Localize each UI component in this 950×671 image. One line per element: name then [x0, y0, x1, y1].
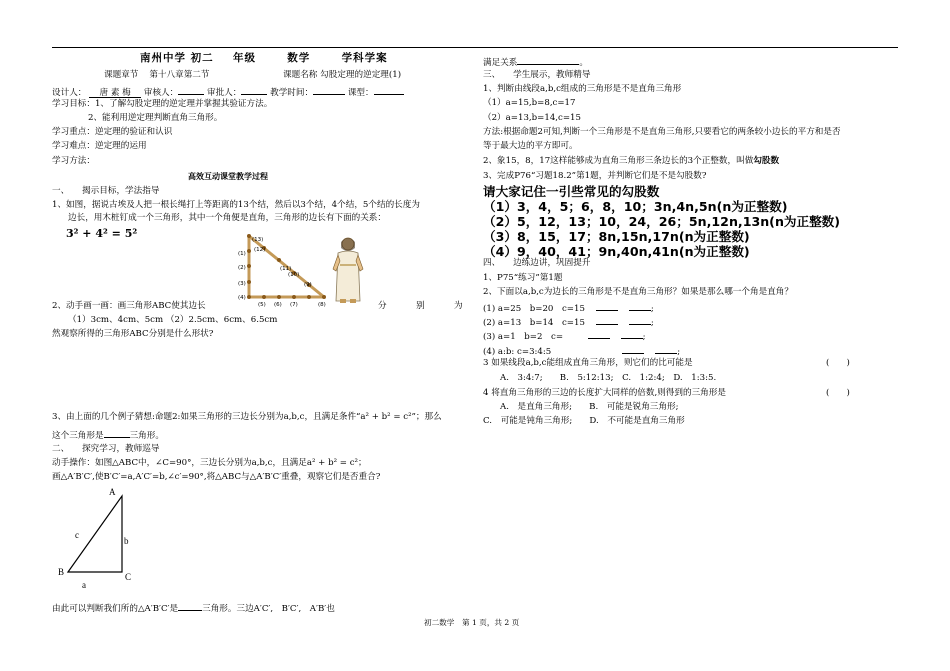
exercise-4-options-ab: A. 是直角三角形; B. 可能是锐角三角形; — [500, 402, 679, 412]
para-5: 画△A′B′C′,使B′C′=a,A′C′=b,∠c′=90°,将△ABC与△A′B′C′重叠，观察它们是否重合? — [52, 472, 381, 482]
question-1b: （2）a=13,b=14,c=15 — [483, 113, 581, 123]
side-a: a — [82, 580, 86, 590]
rope-label: (10) — [288, 272, 300, 278]
chapter-value: 第十八章第二节 — [149, 70, 210, 80]
page-footer: 初二数学 第 1 页，共 2 页 — [424, 618, 520, 627]
title-grade: 年级 — [232, 52, 256, 64]
section-2: 二、 探究学习，教师巡导 — [52, 444, 160, 454]
approver-blank — [241, 85, 267, 95]
rope-label: (8) — [318, 302, 326, 308]
method: 学习方法： — [52, 156, 95, 166]
para-4: 动手操作：如图△ABC中，∠C=90°，三边长分别为a,b,c，且满足a² + b² = c²； — [52, 458, 367, 468]
answer-blank[interactable] — [596, 315, 618, 325]
question-1: 1、判断由线段a,b,c组成的三角形是不是直角三角形 — [483, 84, 682, 94]
egyptian-figure-image — [330, 235, 366, 305]
para-2-bie: 别 — [416, 301, 425, 311]
reviewer-label: 审核人： — [143, 88, 179, 98]
topic-label: 课题名称 — [283, 70, 318, 80]
para-6: 由此可以判断我们所的△A′B′C′是 三角形。三边A′C′, B′C′, A′B′也 — [52, 601, 335, 615]
chapter-line — [104, 70, 210, 81]
para-2b: （1）3cm、4cm、5cm （2）2.5cm、6cm、6.5cm — [68, 315, 278, 325]
highlight-heading: 请大家记住一引些常见的勾股数 — [483, 184, 660, 199]
pythagorean-triple-4: （4）9，40，41；9n,40n,41n(n为正整数) — [483, 244, 750, 259]
key-point: 学习重点：逆定理的验证和认识 — [52, 127, 173, 137]
difficulty: 学习难点：逆定理的运用 — [52, 141, 147, 151]
answer-blank[interactable] — [655, 344, 677, 354]
title-subject: 数学 — [287, 52, 311, 64]
rope-triangle-figure — [232, 228, 336, 308]
exercise-4-paren[interactable]: ( ) — [826, 388, 850, 398]
exercise-4-options-cd: C. 可能是钝角三角形; D. 不可能是直角三角形 — [483, 416, 685, 426]
goal-2: 2、能利用逆定理判断直角三角形。 — [88, 113, 223, 123]
rope-label: (13) — [252, 237, 264, 243]
answer-blank[interactable] — [178, 601, 202, 611]
type-label: 课型： — [347, 88, 374, 98]
designer-label: 设计人： — [52, 88, 87, 98]
method-1: 方法:根据命题2可知,判断一个三角形是不是直角三角形,只要看它的两条较小边长的平方和是否 — [483, 127, 841, 137]
process-title: 高效互动课堂教学过程 — [188, 171, 268, 181]
staff-line — [52, 85, 404, 99]
answer-blank[interactable] — [622, 344, 644, 354]
exercise-2: 2、下面以a,b,c为边长的三角形是不是直角三角形？如果是那么哪一个角是直角？ — [483, 287, 793, 297]
answer-blank[interactable] — [621, 329, 643, 339]
rope-label: (9) — [304, 282, 312, 288]
question-1a: （1）a=15,b=8,c=17 — [483, 98, 576, 108]
title-school: 南州中学 初二 — [140, 52, 214, 64]
vertex-b: B — [58, 567, 65, 577]
reviewer-blank — [178, 85, 204, 95]
exercise-3-paren[interactable]: ( ) — [826, 358, 850, 368]
chapter-label: 课题章节 — [104, 70, 139, 80]
type-blank — [374, 85, 404, 95]
para-1a: 1、如图，据说古埃及人把一根长绳打上等距离的13个结，然后以3个结，4个结，5个结的长度为 — [52, 200, 420, 210]
doc-title — [140, 53, 388, 64]
section-3: 三、 学生展示，教师精导 — [483, 70, 591, 80]
triangle-abc-figure — [56, 484, 140, 592]
answer-blank[interactable] — [104, 428, 130, 438]
vertex-a: A — [109, 487, 116, 497]
exercise-3: 3 如果线段a,b,c能组成直角三角形，则它们的比可能是 — [483, 358, 693, 368]
exercise-4: 4 将直角三角形的三边的长度扩大同样的倍数,则得到的三角形是 — [483, 388, 726, 398]
question-2: 2、象15，8，17这样能够成为直角三角形三条边长的3个正整数，叫做勾股数 — [483, 156, 780, 166]
exercise-2b: (2) a=13 b=14 c=15 ; — [483, 315, 654, 329]
rope-label: (3) — [238, 281, 246, 287]
para-1b: 边长，用木桩钉成一个三角形，其中一个角便是直角，三角形的边长有下面的关系： — [68, 213, 386, 223]
approver-label: 审批人： — [206, 88, 242, 98]
answer-blank[interactable] — [596, 301, 618, 311]
exercise-2a: (1) a=25 b=20 c=15 ; — [483, 301, 654, 315]
right-line-1: 满足关系 。 — [483, 55, 588, 69]
top-rule — [52, 47, 898, 48]
pythagorean-triple-3: （3）8，15，17；8n,15n,17n(n为正整数) — [483, 229, 750, 244]
para-2-fen: 分 — [378, 301, 387, 311]
side-b: b — [124, 536, 129, 546]
para-2-wei: 为 — [454, 301, 463, 311]
time-blank — [313, 85, 345, 95]
rope-label: (6) — [274, 302, 282, 308]
question-3: 3、完成P76“习题18.2”第1题，并判断它们是不是勾股数? — [483, 171, 707, 181]
rope-label: (7) — [290, 302, 298, 308]
para-3a: 3、由上面的几个例子猜想:命题2:如果三角形的三边长分别为a,b,c，且满足条件“a² + b² = c²”；那么 — [52, 412, 442, 422]
method-2: 等于最大边的平方即可。 — [483, 141, 578, 151]
exercise-1: 1、P75“练习”第1题 — [483, 273, 563, 283]
formula: 3² + 4² = 5² — [66, 227, 138, 240]
section-4: 四、 边练边讲，巩固提升 — [483, 258, 591, 268]
answer-blank[interactable] — [517, 55, 579, 65]
exercise-3-options: A. 3:4:7; B. 5:12:13; C. 1:2:4; D. 1:3:5. — [500, 373, 717, 383]
section-1: 一、 揭示目标，学法指导 — [52, 186, 160, 196]
answer-blank[interactable] — [629, 301, 651, 311]
goal-1: 学习目标：1、了解勾股定理的逆定理并掌握其验证方法。 — [52, 99, 273, 109]
para-2c: 然观察所得的三角形ABC分别是什么形状? — [52, 329, 214, 339]
answer-blank[interactable] — [629, 315, 651, 325]
exercise-2d: (4) a:b: c=3:4:5 ; — [483, 344, 680, 358]
rope-label: (5) — [258, 302, 266, 308]
para-2a: 2、动手画一画：画三角形ABC使其边长 — [52, 301, 206, 311]
topic-line — [283, 70, 401, 81]
time-label: 教学时间： — [270, 88, 314, 98]
rope-label: (2) — [238, 265, 246, 271]
exercise-2c: (3) a=1 b=2 c= ; — [483, 329, 646, 343]
para-3b: 这个三角形是 三角形。 — [52, 428, 164, 442]
vertex-c: C — [125, 572, 132, 582]
rope-label: (12) — [254, 247, 266, 253]
designer-value: 唐 素 梅 — [89, 88, 141, 98]
title-kind: 学科学案 — [341, 52, 388, 64]
topic-value: 勾股定理的逆定理(1) — [320, 70, 402, 80]
answer-blank[interactable] — [588, 329, 610, 339]
pythagorean-triple-2: （2）5，12，13；10，24，26；5n,12n,13n(n为正整数) — [483, 214, 841, 229]
side-c: c — [75, 530, 79, 540]
rope-label: (11) — [280, 266, 292, 272]
pythagorean-triple-1: （1）3，4，5；6，8，10；3n,4n,5n(n为正整数) — [483, 199, 788, 214]
rope-label: (1) — [238, 251, 246, 257]
rope-label: (4) — [238, 295, 246, 301]
